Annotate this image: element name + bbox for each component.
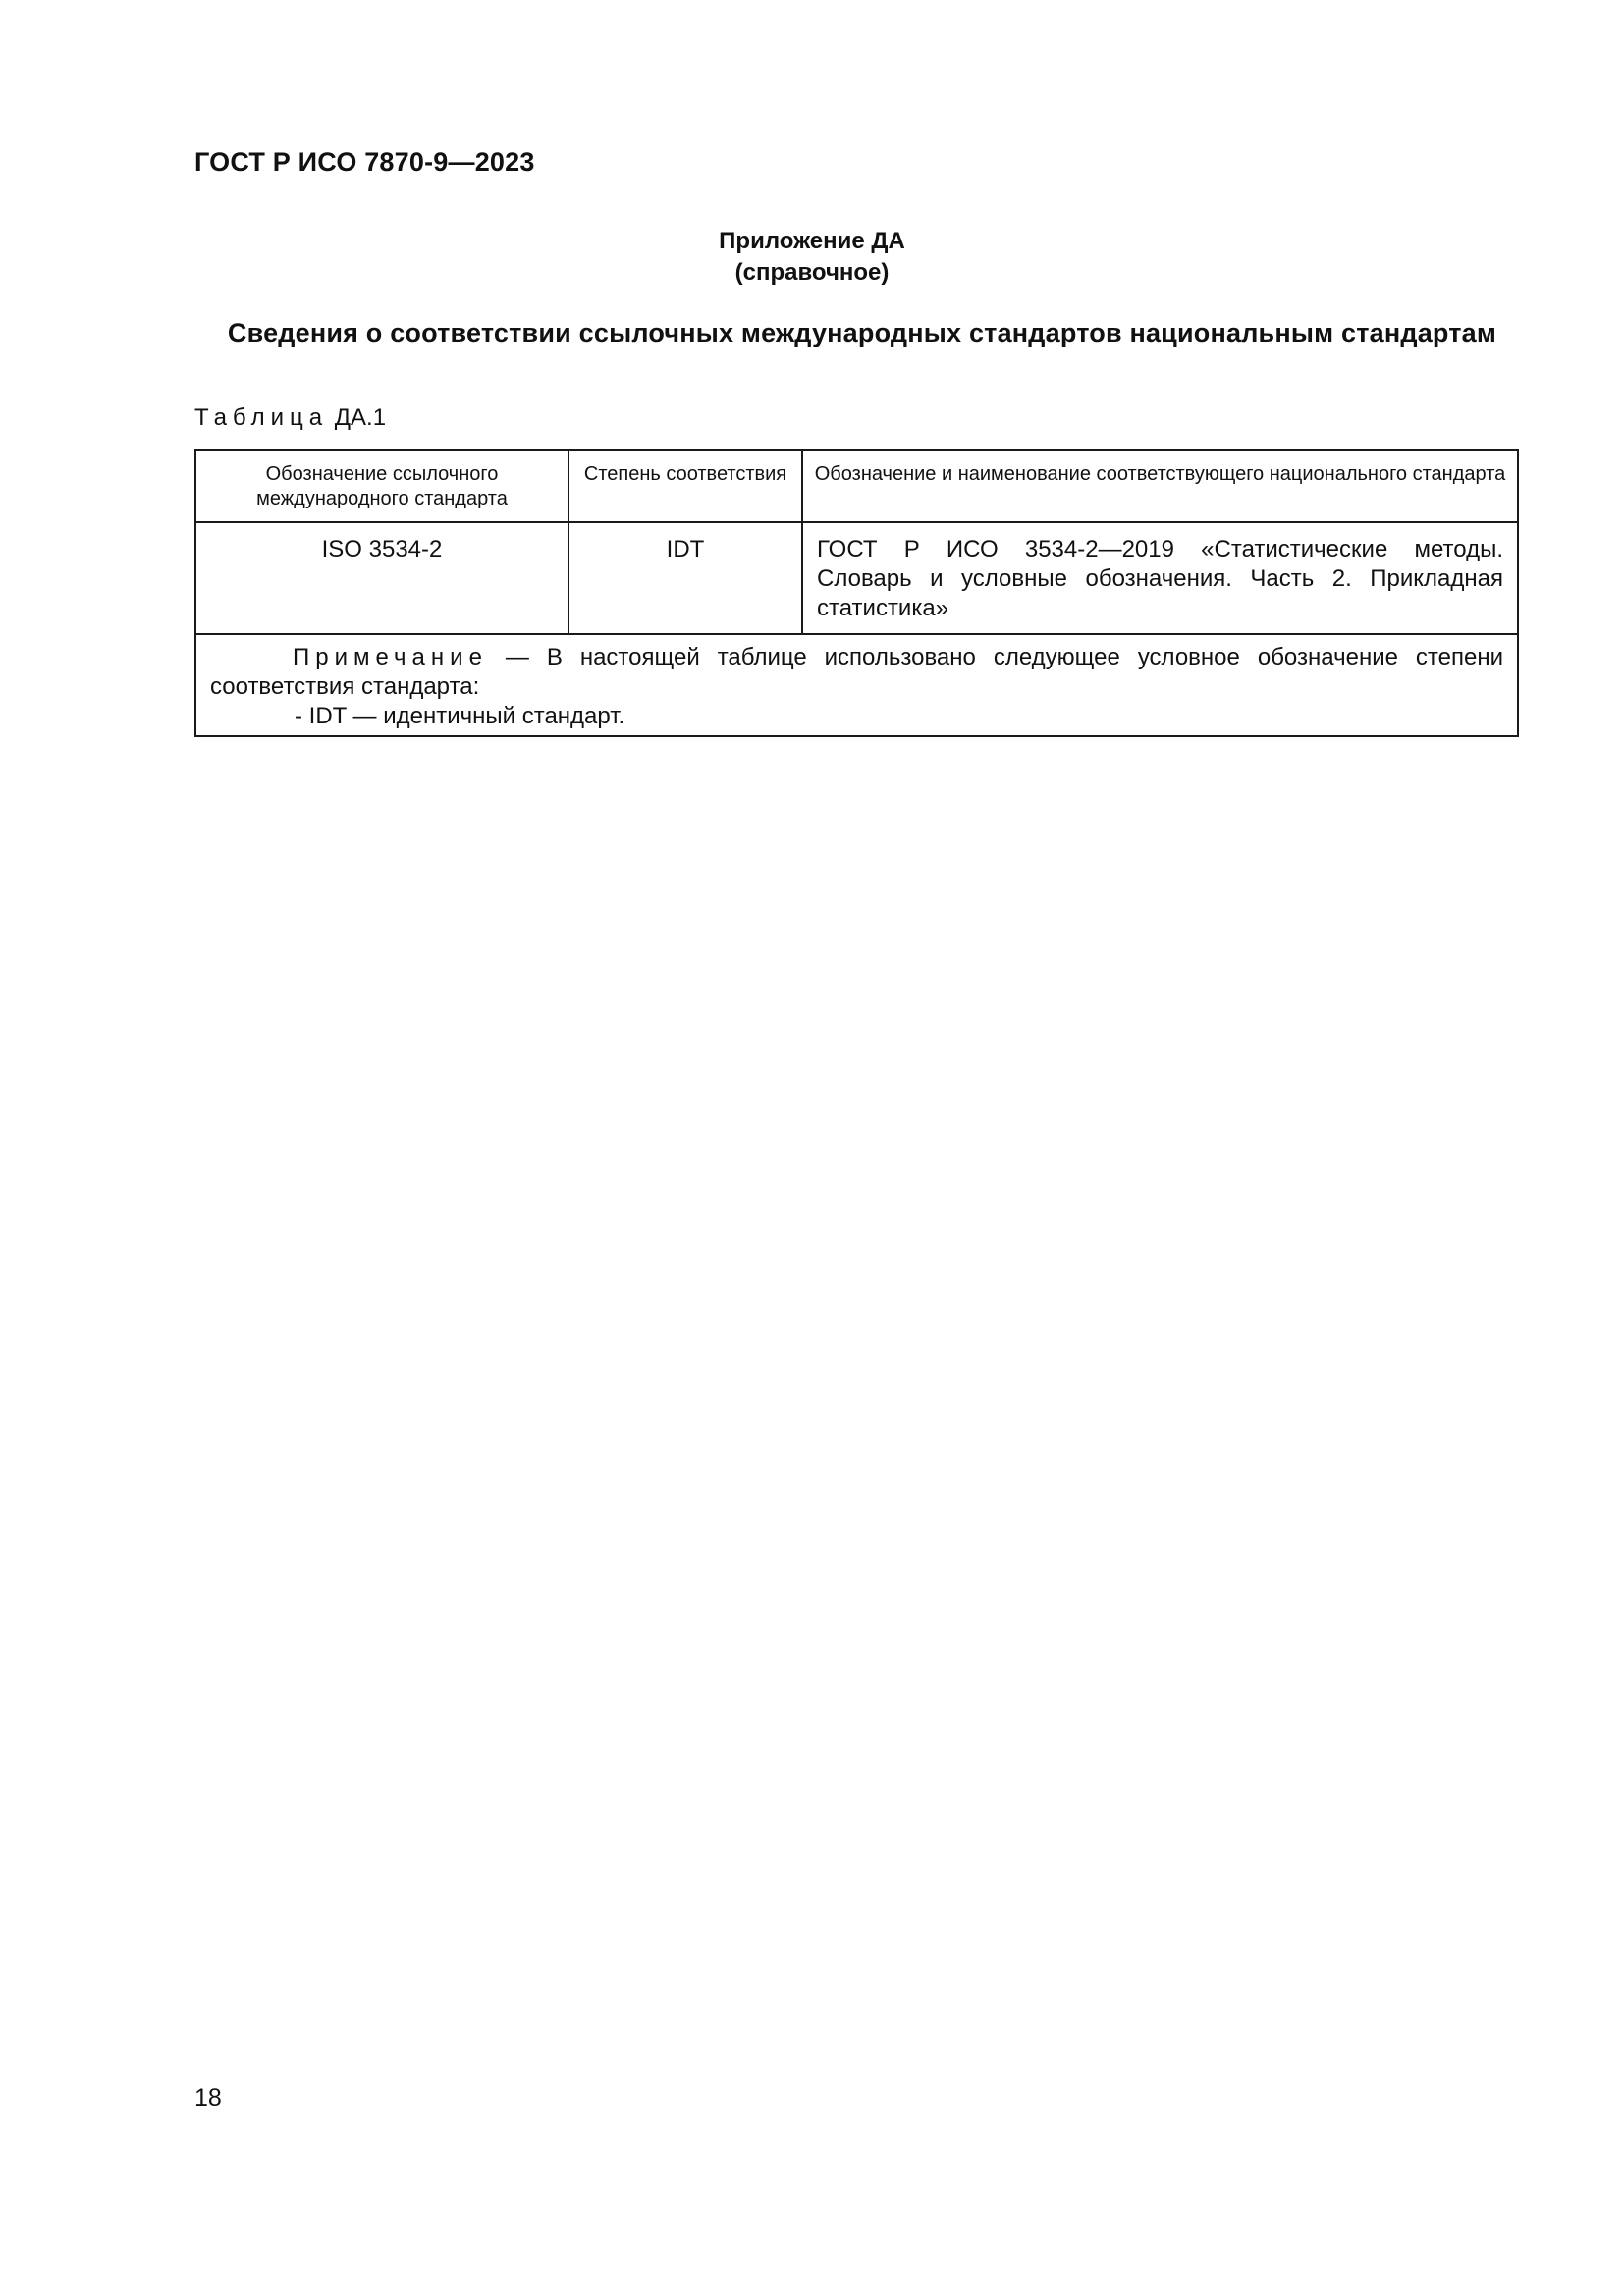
cell-national-standard: ГОСТ Р ИСО 3534-2—2019 «Статистические методы. Словарь и условные обозначения. Часть 2. Прикладная статистика»	[802, 522, 1518, 634]
table-header-row	[195, 450, 1518, 522]
appendix-subtitle: (справочное)	[734, 259, 890, 286]
table-row	[195, 522, 1518, 634]
appendix-heading	[0, 226, 1624, 289]
cell-international-standard: ISO 3534-2	[195, 522, 568, 634]
table-caption	[194, 404, 386, 432]
note-item: - IDT — идентичный стандарт.	[295, 703, 625, 729]
appendix-title: Приложение ДА	[719, 228, 905, 254]
header-national-standard: Обозначение и наименование соответствующего национального стандарта	[802, 450, 1518, 522]
note-label: Примечание	[293, 644, 488, 670]
header-international-standard: Обозначение ссылочного международного стандарта	[195, 450, 568, 522]
note-body: — В настоящей таблице использовано следующее условное обозначение степени соответствия стандарта:	[210, 644, 1503, 700]
note-text	[210, 643, 1503, 702]
section-title: Сведения о соответствии ссылочных международных стандартов национальным стандартам	[227, 318, 1497, 347]
table-note	[195, 634, 1518, 736]
table-note-row	[195, 634, 1518, 736]
header-degree: Степень соответствия	[568, 450, 802, 522]
table-caption-label: Таблица	[194, 404, 329, 431]
document-header: ГОСТ Р ИСО 7870-9—2023	[194, 147, 535, 177]
cell-degree: IDT	[568, 522, 802, 634]
table-caption-number: ДА.1	[334, 404, 387, 431]
correspondence-table	[194, 449, 1519, 737]
page-number: 18	[194, 2084, 222, 2111]
